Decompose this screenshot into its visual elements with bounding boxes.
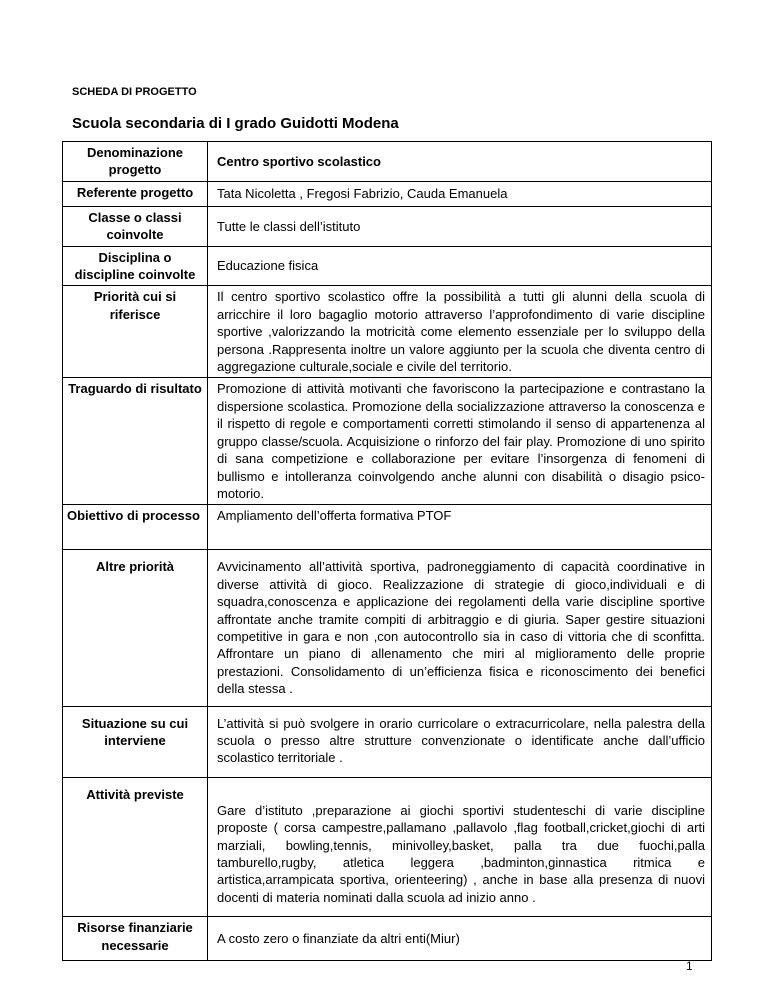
table-row [63,777,712,916]
row-label: Obiettivo di processo [63,505,208,550]
row-label: Classe o classi coinvolte [63,206,208,246]
row-label: Priorità cui si riferisce [63,286,208,378]
row-value: Il centro sportivo scolastico offre la possibilità a tutti gli alunni della scuola di arricchire il loro bagaglio motorio attraverso l’approfondimento di varie discipline sportive ,valorizzando la motricità come elemento essenziale per lo sviluppo della persona .Rappresenta inoltre un valore aggiunto per la scuola che diventa centro di aggregazione culturale,sociale e civile del territorio. [208,286,712,378]
table-row [63,246,712,286]
row-label: Referente progetto [63,181,208,206]
row-label: Disciplina o discipline coinvolte [63,246,208,286]
row-value: Centro sportivo scolastico [208,142,712,182]
row-label: Attività previste [63,777,208,916]
document-title: Scuola secondaria di I grado Guidotti Modena [72,115,399,132]
row-label: Altre priorità [63,550,208,706]
row-value: Promozione di attività motivanti che favoriscono la partecipazione e contrastano la dispersione scolastica. Promozione della socializzazione attraverso la conoscenza e il rispetto di regole e comportamenti corretti stimolando il senso di appartenenza al gruppo classe/scuola. Acquisizione o rinforzo del fair play. Promozione di uno spirito di sana competizione e collaborazione per evitare l’insorgenza di fenomeni di bullismo e intolleranza coinvolgendo anche alunni con disabilità o disagio psico-motorio. [208,378,712,505]
row-value: Ampliamento dell’offerta formativa PTOF [208,505,712,550]
row-label: Risorse finanziarie necessarie [63,917,208,961]
project-table [62,141,712,961]
row-label: Situazione su cui interviene [63,706,208,777]
row-label: Denominazione progetto [63,142,208,182]
table-row [63,142,712,182]
row-value: Gare d’istituto ,preparazione ai giochi sportivi studenteschi di varie discipline proposte ( corsa campestre,pallamano ,pallavolo ,flag football,cricket,giochi di arti marziali, bowling,tennis, minivolley,basket, palla tra due fuochi,palla tamburello,rugby, atletica leggera ,badminton,ginnastica ritmica e artistica,arrampicata sportiva, orienteering) , anche in base alla presenza di nuovi docenti di materia nominati dalla scuola ad inizio anno . [208,777,712,916]
table-row [63,181,712,206]
table-row [63,505,712,550]
table-row [63,206,712,246]
row-label: Traguardo di risultato [63,378,208,505]
table-row [63,917,712,961]
row-value: Avvicinamento all’attività sportiva, padroneggiamento di capacità coordinative in diverse attività di gioco. Realizzazione di strategie di gioco,individuali e di squadra,conoscenza e applicazione dei regolamenti della varie discipline sportive affrontate anche tramite compiti di arbitraggio e di giuria. Saper gestire situazioni competitive in gara e non ,con autocontrollo sia in caso di vittoria che di sconfitta. Affrontare un piano di allenamento che miri al miglioramento delle proprie prestazioni. Consolidamento di un’efficienza fisica e riconoscimento dei benefici della stessa . [208,550,712,706]
row-value: Tutte le classi dell’istituto [208,206,712,246]
table-row [63,706,712,777]
row-value: A costo zero o finanziate da altri enti(Miur) [208,917,712,961]
document-header: SCHEDA DI PROGETTO [72,86,197,98]
page-number: 1 [686,959,693,973]
row-value: Educazione fisica [208,246,712,286]
row-value: L’attività si può svolgere in orario curricolare o extracurricolare, nella palestra della scuola o presso altre strutture convenzionate o identificate anche dall’ufficio scolastico territoriale . [208,706,712,777]
table-row [63,286,712,378]
table-row [63,378,712,505]
table-row [63,550,712,706]
row-value: Tata Nicoletta , Fregosi Fabrizio, Cauda Emanuela [208,181,712,206]
